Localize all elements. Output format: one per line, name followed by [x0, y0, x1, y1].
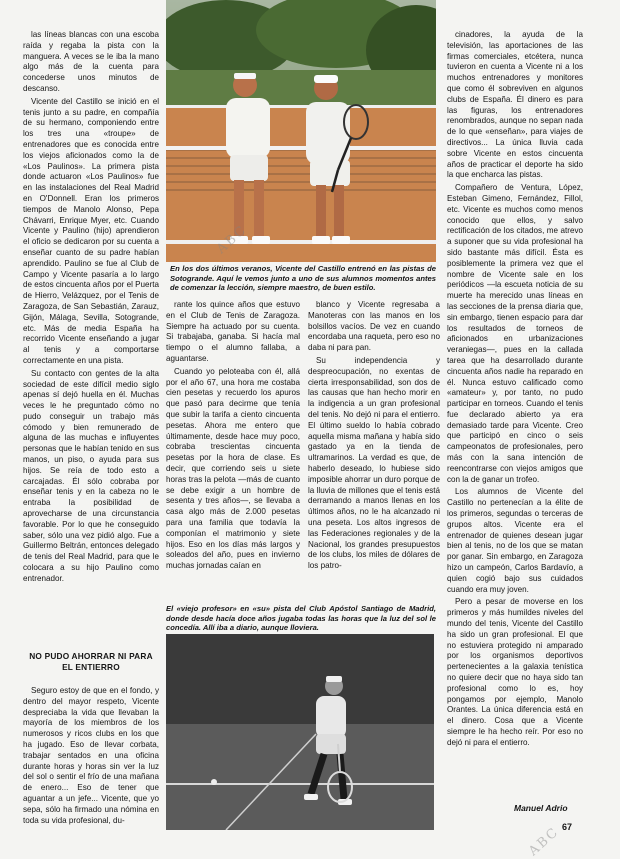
article-column-middle [166, 300, 300, 606]
article-paragraph: Compañero de Ventura, López, Esteban Gimeno, Fernández, Fillol, etc. Vicente es muchos como menos conocido que ellos, y salvo rectificación de los citados, me atrevo a suponer que su vida profesional ha sido bastante más difícil. Ésta es posiblemente la primera vez que el nombre de Vicente sale en los periódicos —la escueta noticia de su muerte ha merecido unas líneas en las secciones de la prensa diaria que, sin embargo, tienen espacio para dar los resultados de torneos de aficionados en urbanizaciones veraniegas—, pues en la callada tarea que ha desarrollado durante cincuenta años nadie ha reparado en él. Nunca estuvo calificado como «amateur» y, por tanto, no pudo participar en torneos. Cuando el tenis fue declarado abierto ya era demasiado tarde para Vicente. Creo que participó en cinco o seis campeonatos de profesionales, pero más con la sana intención de reencontrarse con viejos amigos que con la de ganar un trofeo. [447, 183, 583, 484]
photo-player-illustration [166, 634, 434, 830]
article-paragraph: cinadores, la ayuda de la televisión, las aportaciones de las firmas comerciales, etcétera, nunca tuvieron en cuenta a Vicente ni a los muchos entrenadores y monitores que como él sobreviven en algunos clubs de España. Él dinero es para las figuras, los entrenadores renombrados, aunque no sepan nada de lo que «enseñan», para viajes de directivos... La única lluvia cada sobre Vicente en estos cincuenta años de practicar el deporte ha sido la que encharca las pistas. [447, 30, 583, 180]
article-paragraph: Su independencia y despreocupación, no exentas de cierta irresponsabilidad, son dos de las causas que han hecho morir en la indigencia a un gran profesional del tenis. No dejó ni para el entierro. El último sueldo lo había cobrado aquella misma mañana y había sido gastado ya en la tienda de ultramarinos. La verdad es que, de haberlo deseado, lo hubiese sido imposible ahorrar un duro porque de la lluvia de millones que el tenis está derramando a manos llenas en los últimos años, no le ha alcanzado ni una peseta. Los altos ingresos de las Federaciones regionales y de la Nacional, los grandes presupuestos de los clubs, los miles de dólares de los patro- [308, 355, 440, 571]
article-paragraph: Los alumnos de Vicente del Castillo no pertenecían a la élite de los primeros, segundas o terceras de grupos altos. Vicente era el entrenador de quienes desean jugar bien al tenis, no de los que se matan por ganar. Sin embargo, en Zaragoza hizo un campeón, Carlos Bardavío, a quien cogió bajo sus cuidados cuando era muy joven. [447, 487, 583, 594]
caption-top-photo: En los dos últimos veranos, Vicente del Castillo entrenó en las pistas de Sotogrande. Aquí le vemos junto a uno de sus alumnos momentos antes de comenzar la lección, siempre maestro, de buen estilo. [170, 264, 436, 292]
article-paragraph: rante los quince años que estuvo en el Club de Tenis de Zaragoza. Siempre ha actuado por su cuenta. Si trabajaba, ganaba. Si hacía mal tiempo o el alumno fallaba, a aguantarse. [166, 300, 300, 363]
section-subheading: NO PUDO AHORRAR NI PARA EL ENTIERRO [29, 651, 153, 672]
article-paragraph: las líneas blancas con una escoba raída y regaba la pista con la manguera. A veces se le iba la mano algo más de la cuenta para concederse unos minutos de descanso. [23, 30, 159, 93]
article-paragraph: Seguro estoy de que en el fondo, y dentro del mayor respeto, Vicente despreciaba la vida que llevaban la mayoría de los miembros de los numerosos y ricos clubs en los que ha jugado. Eso de llevar corbata, trabajar sentados en una oficina durante horas y horas sin ver la luz del sol o sentir el frío de una mañana de enero... Eso de tener que aguantar a un jefe... Vicente, que yo sepa, sólo ha firmado una nómina en toda su vida profesional, du- [23, 686, 159, 825]
watermark: ABC [526, 824, 563, 859]
photo-bw-tennis-player [166, 634, 434, 830]
article-paragraph: Vicente del Castillo se inició en el tenis junto a su padre, en compañía de su hermano, componiendo entre los tres una «troupe» de entrenadores que es conocida entre los viejos aficionados como la de «Los Paulinos». La primera pista donde actuaron «Los Paulinos» fue en las instalaciones del Real Madrid en O'Donnell. Eran los primeros tiempos de Manolo Alonso, Pepa Chávarri, Enrique Myer, etc. Cuando Vicente y Paulino (hijo) aprendieron el oficio se dedicaron por su cuenta a enseñar cuanto de su padre habían aprendido. Paulino se fue al Club de Campo y Vicente pasaría a lo largo de estos cincuenta años por el Puerta de Hierro, Velázquez, por el Tenis de Zaragoza, de San Sebastián, Zarauz, Gijón, Málaga, Sevilla, Sotogrande, etc. Más de media España ha recorrido Vicente enseñando a jugar al tenis y a comportarse correctamente en una pista. [23, 96, 159, 365]
article-paragraph: blanco y Vicente regresaba a Manoteras con las manos en los bolsillos vacíos. De vez en cuando encordaba una raqueta, pero eso no daba ni para pan. [308, 300, 440, 353]
photo-two-men-illustration [166, 0, 436, 262]
article-column-left-lower [23, 686, 159, 834]
article-paragraph: Pero a pesar de moverse en los primeros y más humildes niveles del mundo del tenis, Vicente del Castillo ha sido un gran profesional. El que no estuviera protegido ni amparado por los organismos deportivos pertenecientes a la galaxia tenística no quiere decir que no haya sido tan profesional como lo es, hoy pongamos por ejemplo, Manolo Orantes. La única diferencia está en el dinero. Cosa que a Vicente siempre le ha hecho reír. Por eso no dejó ni para el entierro. [447, 597, 583, 747]
photo-tennis-court-two-men [166, 0, 436, 262]
page-number: 67 [562, 822, 573, 832]
article-paragraph: Su contacto con gentes de la alta sociedad de este difícil medio siglo apenas sí dejó huella en él. Muchas veces le he preguntado cómo no pudo conseguir un trabajo más cómodo y bien remunerado de alguna de las muchas e influyentes personas que le habían tenido en sus manos, un piso, o ayuda para sus hijos. Se reía de todo esto a carcajadas. Él sólo cobraba por enseñar tenis y en la cabeza no le entraba la posibilidad de aprovecharse de una circunstancia favorable. Por lo que he conseguido saber, sólo una vez pidió algo. Fue a Guillermo Beltrán, entonces delegado de tenis del Real Madrid, para que le colocara a su hijo Paulino como entrenador. [23, 368, 159, 583]
article-column-middle-2 [308, 300, 440, 606]
author-signature: Manuel Adrio [514, 803, 568, 813]
article-paragraph: Cuando yo peloteaba con él, allá por el año 67, una hora me costaba cien pesetas y recuerdo los apuros que pasó para decirme que tenía que subir la tarifa a ciento cincuenta pesetas. Ahora me entero que últimamente, desde hace muy poco, cobraba trescientas cincuenta pesetas por la hora de clase. Es decir, que corriendo seis u siete horas tras la pelota —más de cuanto se debe exigir a un hombre de sesenta y tres años—, se llevaba a casa algo más de 2.000 pesetas para una familia que todavía la componían el matrimonio y siete hijos. Eso en los días más largos y soleados del año, pues en invierno muchas jornadas caían en [166, 366, 300, 571]
article-column-left [23, 30, 159, 638]
article-column-right [447, 30, 583, 800]
caption-bottom-photo: El «viejo profesor» en «su» pista del Club Apóstol Santiago de Madrid, donde desde hacía doce años jugaba todas las horas que la luz del sol le concedía. Allí iba a diario, aunque lloviera. [166, 604, 436, 632]
watermark: ABC [214, 222, 251, 258]
